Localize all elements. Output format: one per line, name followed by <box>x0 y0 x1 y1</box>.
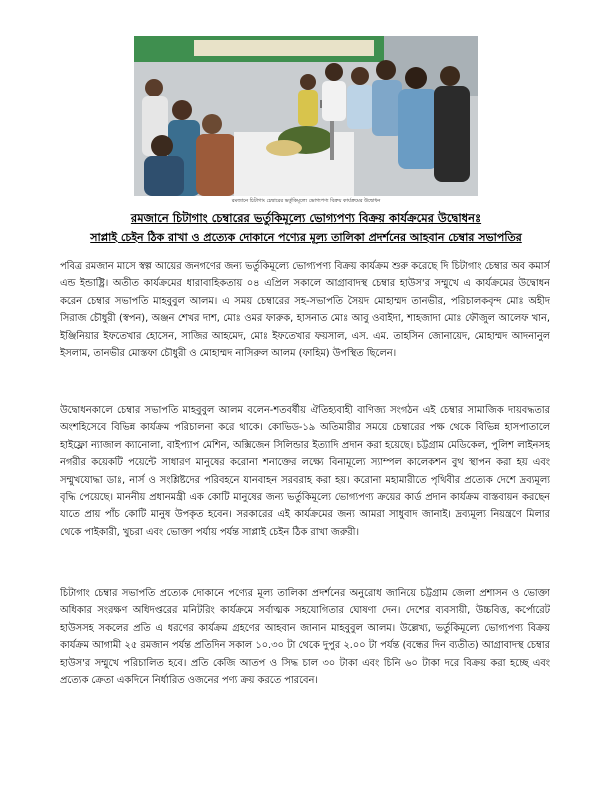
article-paragraph-3: চিটাগাং চেম্বার সভাপতি প্রত্যেক দোকানে পণ্যের মূল্য তালিকা প্রদর্শনের অনুরোধ জানিয়ে চট্টগ্রাম জেলা প্রশাসন ও ভোক্তা অধিকার সংরক্ষণ অধিদপ্তরের মনিটরিং কার্যক্রমে সর্বাত্মক সহযোগিতার ঘোষণা দেন। দেশের ব্যবসায়ী, উচ্চবিত্ত, কর্পোরেট হাউসসহ সকলের প্রতি এ ধরণের কার্যক্রম গ্রহণের আহবান জানান মাহবুবুল আলম। উল্লেখ্য, ভর্তুকিমূল্যে ভোগ্যপণ্য বিক্রয় কার্যক্রম আগামী ২৫ রমজান পর্যন্ত প্রতিদিন সকাল ১০.৩০ টা থেকে দুপুর ২.০০ টা পর্যন্ত (বন্ধের দিন ব্যতীত) আগ্রাবাদস্থ চেম্বার হাউস'র সম্মুখে পরিচালিত হবে। প্রতি কেজি আতপ ও সিদ্ধ চাল ৩০ টাকা এবং চিনি ৬০ টাকা দরে বিক্রয় করা হচ্ছে এবং প্রত্যেক ক্রেতা একদিনে নির্ধারিত ওজনের পণ্য ক্রয় করতে পারবেন। <box>60 588 550 687</box>
article-paragraph-1: পবিত্র রমজান মাসে স্বল্প আয়ের জনগণের জন্য ভর্তুকিমূল্যে ভোগ্যপণ্য বিক্রয় কার্যক্রম শুরু করেছে দি চিটাগাং চেম্বার অব কমার্স এন্ড ইন্ডাষ্ট্রি। অতীত কার্যক্রমের ধারাবাহিকতায় ০৪ এপ্রিল সকালে আগ্রাবাদস্থ চেম্বার হাউস'র সম্মুখে এ কার্যক্রমের উদ্বোধন করেন চেম্বার সভাপতি মাহবুবুল আলম। এ সময় চেম্বারের সহ-সভাপতি সৈয়দ মোহাম্মদ তানভীর, পরিচালকবৃন্দ মোঃ অহীদ সিরাজ চৌধুরী (স্বপন), অঞ্জন শেখর দাশ, মোঃ ওমর ফারুক, হাসনাত মোঃ আবু ওবাইদা, শাহজাদা মোঃ ফৌজুল আলেফ খান, ইঞ্জিনিয়ার ইফতেখার হোসেন, সাজির আহমেদ, মোঃ ইফতেখার ফয়সাল, এস. এম. তাহসিন জোনায়েদ, মোহাম্মদ আদনানুল ইসলাম, তানভীর মোস্তফা চৌধুরী ও মোহাম্মদ নাসিরুল আলম (ফাহিম) উপস্থিত ছিলেন। <box>60 261 550 360</box>
photo-caption: রমজানে চিটাগাং চেম্বারের ভর্তুকিমূল্যে ভোগ্যপণ্য বিক্রয় কার্যক্রমের উদ্বোধন <box>231 198 381 204</box>
event-photo <box>134 36 478 196</box>
article-subheadline: সাপ্লাই চেইন ঠিক রাখা ও প্রত্যেক দোকানে পণ্যের মূল্য তালিকা প্রদর্শনের আহবান চেম্বার সভাপতির <box>90 231 522 244</box>
article-paragraph-2: উদ্বোধনকালে চেম্বার সভাপতি মাহবুবুল আলম বলেন-শতবর্ষীয় ঐতিহ্যবাহী বাণিজ্য সংগঠন এই চেম্বার সামাজিক দায়বদ্ধতার অংশহিসেবে বিভিন্ন কার্যক্রম পরিচালনা করে থাকে। কোভিড-১৯ অতিমারীর সময়ে চেম্বারের পক্ষ থেকে বিভিন্ন হাসপাতালে হাইফ্লো ন্যাজাল ক্যানোলা, বাইপ্যাপ মেশিন, অক্সিজেন সিলিন্ডার ইত্যাদি প্রদান করা হয়েছে। চট্টগ্রাম মেডিকেল, পুলিশ লাইনসহ নগরীর কয়েকটি পয়েন্টে সাধারণ মানুষের করোনা শনাক্তের লক্ষ্যে বিনামূল্যে স্যাম্পল কালেকশন বুথ স্থাপন করা হয় এবং সম্মুখযোদ্ধা ডাঃ, নার্স ও সংশ্লিষ্টদের পরিবহনে যানবাহন সরবরাহ করা হয়। করোনা মহামারীতে পৃথিবীর প্রত্যেক দেশে দ্রব্যমূল্য বৃদ্ধি পেয়েছে। মাননীয় প্রধানমন্ত্রী এক কোটি মানুষের জন্য ভর্তুকিমূল্যে ভোগ্যপণ্য ক্রয়ের কার্ড প্রদান কার্যক্রম বাস্তবায়ন করছেন যাতে প্রায় পাঁচ কোটি মানুষ উপকৃত হবেন। সরকারের এই কার্যক্রমের জন্য আমরা সাধুবাদ জানাই। দ্রব্যমূল্য নিয়ন্ত্রণে মিলার থেকে পাইকারী, খুচরা এবং ভোক্তা পর্যায় পর্যন্ত সাপ্লাই চেইন ঠিক রাখা জরুরী। <box>60 405 550 538</box>
event-photo-illustration <box>134 36 478 196</box>
article-headline: রমজানে চিটাগাং চেম্বারের ভর্তুকিমূল্যে ভোগ্যপণ্য বিক্রয় কার্যক্রমের উদ্বোধনঃ <box>130 211 482 225</box>
